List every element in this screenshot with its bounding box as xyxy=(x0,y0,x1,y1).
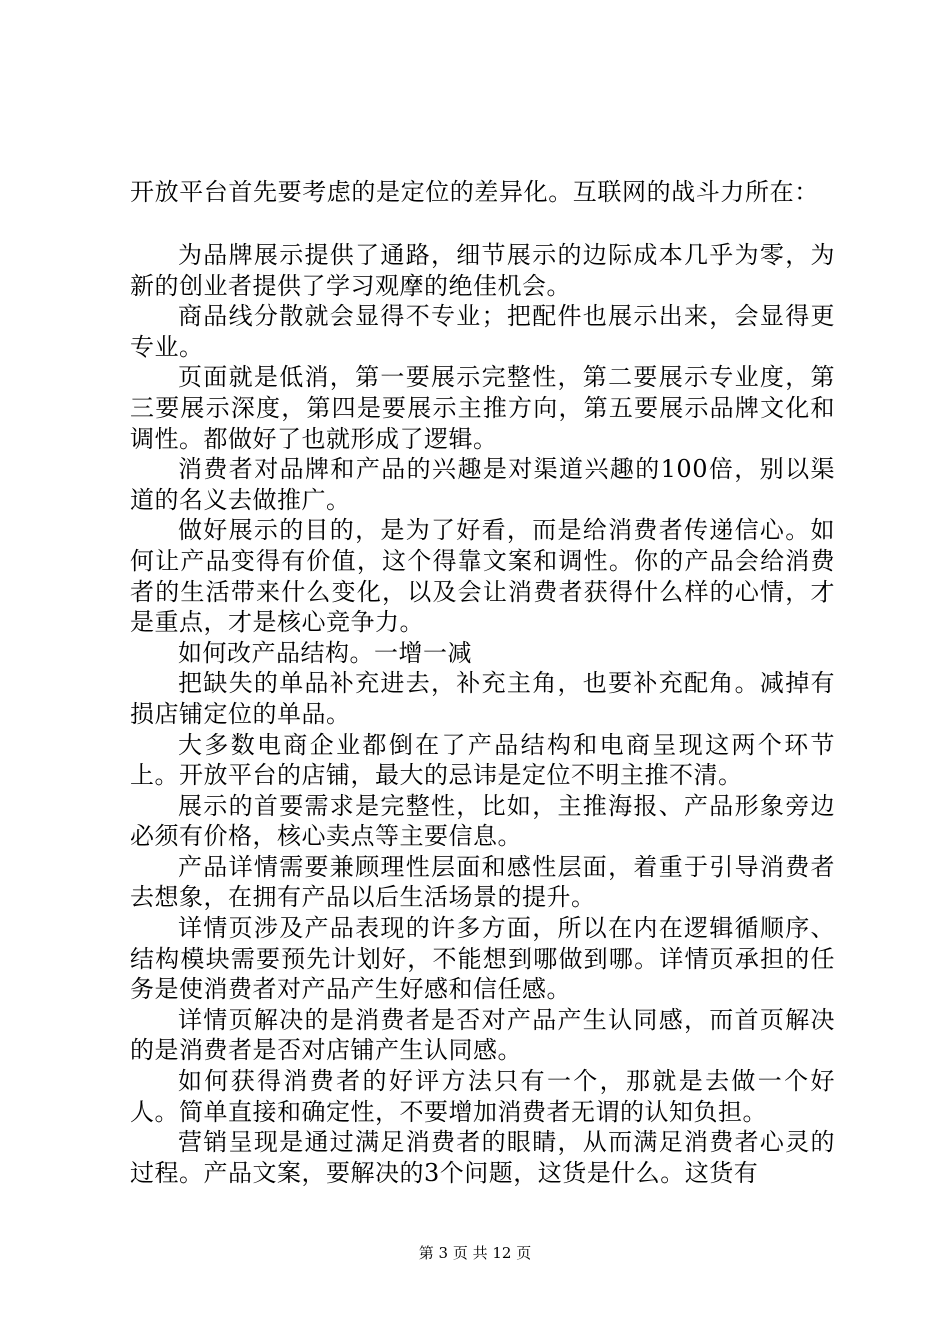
paragraph: 商品线分散就会显得不专业；把配件也展示出来，会显得更专业。 xyxy=(130,302,835,361)
paragraph: 消费者对品牌和产品的兴趣是对渠道兴趣的100倍，别以渠道的名义去做推广。 xyxy=(130,455,835,514)
paragraph: 详情页解决的是消费者是否对产品产生认同感，而首页解决的是消费者是否对店铺产生认同感。 xyxy=(130,1005,835,1065)
paragraph: 详情页涉及产品表现的许多方面，所以在内在逻辑循顺序、结构模块需要预先计划好，不能想到哪做到哪。详情页承担的任务是使消费者对产品产生好感和信任感。 xyxy=(130,914,835,1004)
paragraph: 把缺失的单品补充进去，补充主角，也要补充配角。减掉有损店铺定位的单品。 xyxy=(130,669,835,728)
page-footer: 第 3 页 共 12 页 xyxy=(418,1244,532,1262)
intro-line: 开放平台首先要考虑的是定位的差异化。互联网的战斗力所在： xyxy=(130,178,819,206)
paragraph: 营销呈现是通过满足消费者的眼睛，从而满足消费者心灵的过程。产品文案，要解决的3个问题，这货是什么。这货有 xyxy=(130,1128,835,1187)
paragraph: 大多数电商企业都倒在了产品结构和电商呈现这两个环节上。开放平台的店铺，最大的忌讳是定位不明主推不清。 xyxy=(130,730,835,790)
paragraph: 页面就是低消，第一要展示完整性，第二要展示专业度，第三要展示深度，第四是要展示主推方向，第五要展示品牌文化和调性。都做好了也就形成了逻辑。 xyxy=(130,363,835,453)
paragraph: 做好展示的目的，是为了好看，而是给消费者传递信心。如何让产品变得有价值，这个得靠文案和调性。你的产品会给消费者的生活带来什么变化，以及会让消费者获得什么样的心情，才是重点，才是核心竞争力。 xyxy=(130,516,835,637)
paragraph: 如何改产品结构。一增一减 xyxy=(178,638,472,667)
document-body xyxy=(130,240,835,1188)
paragraph: 展示的首要需求是完整性，比如，主推海报、产品形象旁边必须有价格，核心卖点等主要信息。 xyxy=(130,791,835,851)
paragraph: 产品详情需要兼顾理性层面和感性层面，着重于引导消费者去想象，在拥有产品以后生活场景的提升。 xyxy=(130,852,835,912)
paragraph: 为品牌展示提供了通路，细节展示的边际成本几乎为零，为新的创业者提供了学习观摩的绝佳机会。 xyxy=(130,241,835,300)
paragraph: 如何获得消费者的好评方法只有一个，那就是去做一个好人。简单直接和确定性，不要增加消费者无谓的认知负担。 xyxy=(130,1067,835,1126)
